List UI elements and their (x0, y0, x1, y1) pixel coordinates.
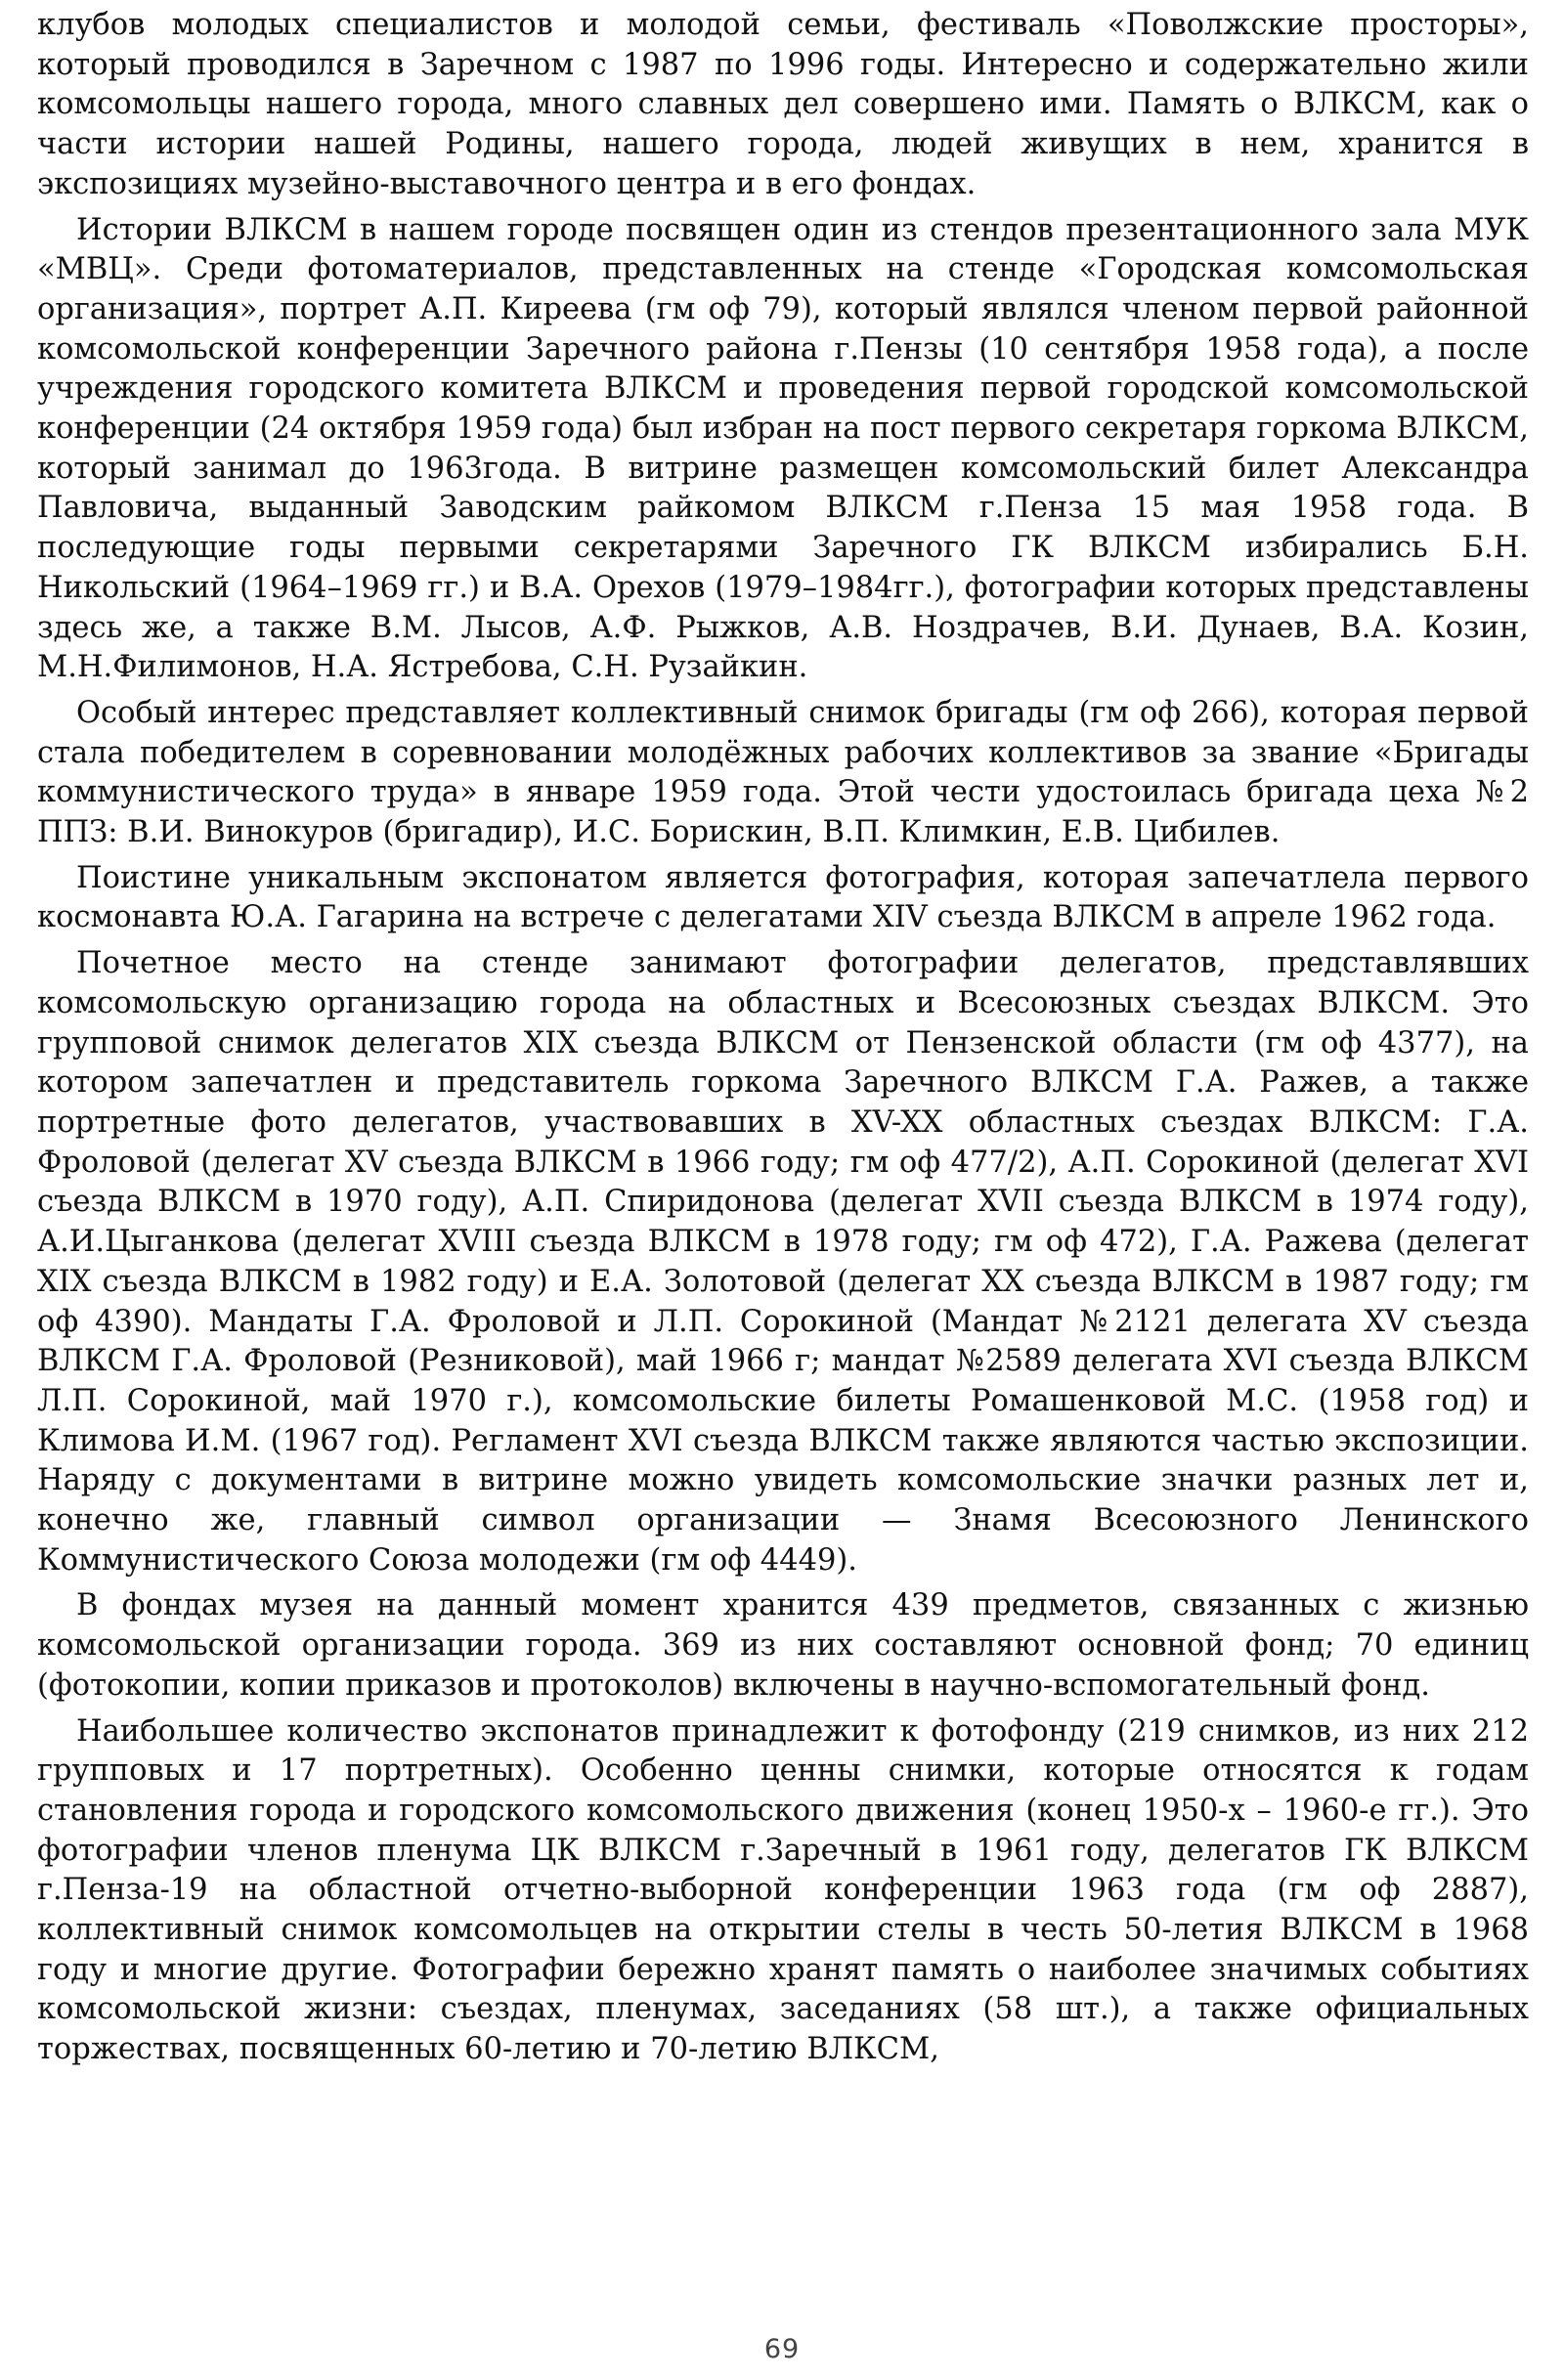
paragraph-5: Почетное место на стенде занимают фотографии делегатов, представлявших комсомольскую организацию города на областных и Всесоюзных съездах ВЛКСМ. Это групповой снимок делегатов XIX съезда ВЛКСМ от Пензенской области (гм оф 4377), на котором запечатлен и представитель горкома Заречного ВЛКСМ Г.А. Ражев, а также портретные фото делегатов, участвовавших в XV-XX областных съездах ВЛКСМ: Г.А. Фроловой (делегат XV съезда ВЛКСМ в 1966 году; гм оф 477/2), А.П. Сорокиной (делегат XVI съезда ВЛКСМ в 1970 году), А.П. Спиридонова (делегат XVII съезда ВЛКСМ в 1974 году), А.И.Цыганкова (делегат XVIII съезда ВЛКСМ в 1978 году; гм оф 472), Г.А. Ражева (делегат XIX съезда ВЛКСМ в 1982 году) и Е.А. Золотовой (делегат XX съезда ВЛКСМ в 1987 году; гм оф 4390). Мандаты Г.А. Фроловой и Л.П. Сорокиной (Мандат №2121 делегата XV съезда ВЛКСМ Г.А. Фроловой (Резниковой), май 1966 г; мандат №2589 делегата XVI съезда ВЛКСМ Л.П. Сорокиной, май 1970 г.), комсомольские билеты Ромашенковой М.С. (1958 год) и Климова И.М. (1967 год). Регламент XVI съезда ВЛКСМ также являются частью экспозиции. Наряду с документами в витрине можно увидеть комсомольские значки разных лет и, конечно же, главный символ организации — Знамя Всесоюзного Ленинского Коммунистического Союза молодежи (гм оф 4449). (37, 946, 1529, 1578)
paragraph-7: Наибольшее количество экспонатов принадлежит к фотофонду (219 снимков, из них 212 групповых и 17 портретных). Особенно ценны снимки, которые относятся к годам становления города и городского комсомольского движения (конец 1950-х – 1960-е гг.). Это фотографии членов пленума ЦК ВЛКСМ г.Заречный в 1961 году, делегатов ГК ВЛКСМ г.Пенза-19 на областной отчетно-выборной конференции 1963 года (гм оф 2887), коллективный снимок комсомольцев на открытии стелы в честь 50-летия ВЛКСМ в 1968 году и многие другие. Фотографии бережно хранят память о наиболее значимых событиях комсомольской жизни: съездах, пленумах, заседаниях (58 шт.), а также официальных торжествах, посвященных 60-летию и 70-летию ВЛКСМ, (37, 1713, 1529, 2067)
page-number: 69 (763, 2334, 801, 2364)
paragraph-6: В фондах музея на данный момент хранится 439 предметов, связанных с жизнью комсомольской организации города. 369 из них составляют основной фонд; 70 единиц (фотокопии, копии приказов и протоколов) включены в научно-вспомогательный фонд. (37, 1588, 1529, 1703)
paragraph-3: Особый интерес представляет коллективный снимок бригады (гм оф 266), которая первой стала победителем в соревновании молодёжных рабочих коллективов за звание «Бригады коммунистического труда» в январе 1959 года. Этой чести удостоилась бригада цеха №2 ППЗ: В.И. Винокуров (бригадир), И.С. Борискин, В.П. Климкин, Е.В. Цибилев. (37, 695, 1529, 850)
paragraph-4: Поистине уникальным экспонатом является фотография, которая запечатлела первого космонавта Ю.А. Гагарина на встрече с делегатами XIV съезда ВЛКСМ в апреле 1962 года. (37, 860, 1529, 935)
paragraph-2: Истории ВЛКСМ в нашем городе посвящен один из стендов презентационного зала МУК «МВЦ». Среди фотоматериалов, представленных на стенде «Городская комсомольская организация», портрет А.П. Киреева (гм оф 79), который являлся членом первой районной комсомольской конференции Заречного района г.Пензы (10 сентября 1958 года), а после учреждения городского комитета ВЛКСМ и проведения первой городской комсомольской конференции (24 октября 1959 года) был избран на пост первого секретаря горкома ВЛКСМ, который занимал до 1963года. В витрине размещен комсомольский билет Александра Павловича, выданный Заводским райкомом ВЛКСМ г.Пенза 15 мая 1958 года. В последующие годы первыми секретарями Заречного ГК ВЛКСМ избирались Б.Н. Никольский (1964–1969 гг.) и В.А. Орехов (1979–1984гг.), фотографии которых представлены здесь же, а также В.М. Лысов, А.Ф. Рыжков, А.В. Ноздрачев, В.И. Дунаев, В.А. Козин, М.Н.Филимонов, Н.А. Ястребова, С.Н. Рузайкин. (37, 212, 1529, 685)
document-page (37, 6, 1529, 2076)
paragraph-1: клубов молодых специалистов и молодой семьи, фестиваль «Поволжские просторы», который проводился в Заречном с 1987 по 1996 годы. Интересно и содержательно жили комсомольцы нашего города, много славных дел совершено ими. Память о ВЛКСМ, как о части истории нашей Родины, нашего города, людей живущих в нем, хранится в экспозициях музейно-выставочного центра и в его фондах. (37, 8, 1529, 201)
